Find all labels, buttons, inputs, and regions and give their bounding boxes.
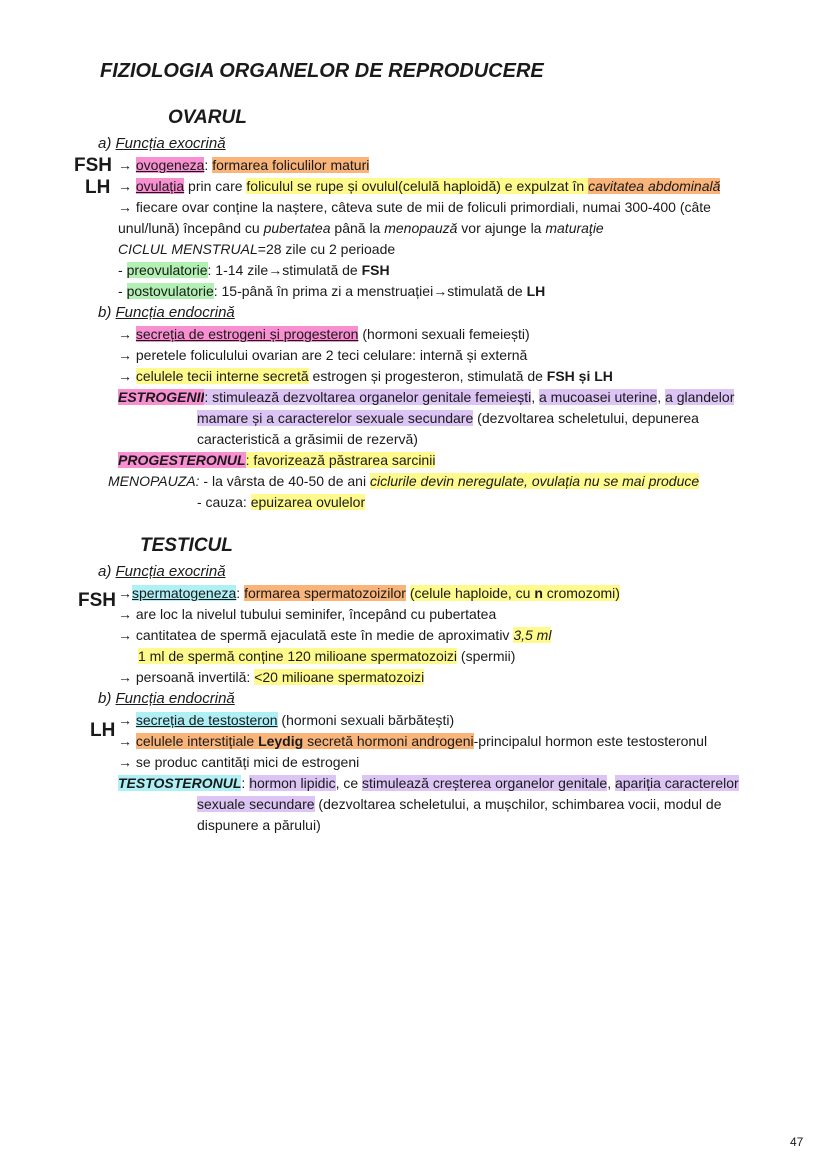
- testicul-line-leydig: → celulele interstițiale Leydig secretă hormoni androgeni-principalul hormon este testosteronul: [118, 733, 708, 749]
- arrow-icon: →: [118, 157, 132, 173]
- page-title: FIZIOLOGIA ORGANELOR DE REPRODUCERE: [100, 60, 544, 82]
- ovar-line-menopauza: MENOPAUZA: - la vârsta de 40-50 de ani ciclurile devin neregulate, ovulația nu se mai produce: [108, 473, 700, 489]
- ovar-line-postovulatorie: - postovulatorie: 15-până în prima zi a menstruației→stimulată de LH: [118, 283, 546, 299]
- arrow-icon: →: [118, 178, 132, 194]
- ovar-line-ovulatia: → ovulația prin care foliculul se rupe și ovulul(celulă haploidă) e expulzat în cavitatea abdominală: [118, 178, 721, 194]
- hormone-label-fsh-testicul: FSH: [78, 590, 116, 611]
- arrow-icon: →: [118, 712, 132, 728]
- testicul-line-cantitatea: → cantitatea de spermă ejaculată este în medie de aproximativ 3,5 ml: [118, 627, 552, 643]
- testicul-line-tub-seminifer: → are loc la nivelul tubului seminifer, începând cu pubertatea: [118, 606, 497, 622]
- ovar-line-progesteronul: PROGESTERONUL: favorizează păstrarea sarcinii: [118, 452, 436, 468]
- arrow-icon: →: [118, 347, 132, 363]
- testicul-line-sexuale: sexuale secundare (dezvoltarea scheletului, a mușchilor, schimbarea vocii, modul de: [197, 796, 722, 812]
- arrow-icon: →: [118, 585, 132, 601]
- section-heading-ovarul: OVARUL: [168, 107, 247, 128]
- subheading-testicul-exocrine: a) Funcția exocrină: [98, 563, 226, 580]
- arrow-icon: →: [118, 368, 132, 384]
- ovar-line-pubertate: unul/lună) începând cu pubertatea până la menopauză vor ajunge la maturaţie: [118, 220, 604, 236]
- arrow-icon: →: [433, 283, 448, 299]
- ovar-line-mamare: mamare și a caracterelor sexuale secundare (dezvoltarea scheletului, depunerea: [197, 410, 699, 426]
- ovar-line-ovogeneza: → ovogeneza: formarea foliculilor maturi: [118, 157, 370, 173]
- subheading-ovar-exocrine: a) Funcția exocrină: [98, 135, 226, 152]
- arrow-icon: →: [118, 754, 132, 770]
- arrow-icon: →: [118, 669, 132, 685]
- subheading-ovar-endocrine: b) Funcția endocrină: [98, 304, 235, 321]
- testicul-line-invertila: → persoană invertilă: <20 milioane spermatozoizi: [118, 669, 425, 685]
- ovar-line-cauza: - cauza: epuizarea ovulelor: [197, 494, 366, 510]
- ovar-line-peretele: → peretele foliculului ovarian are 2 teci celulare: internă și externă: [118, 347, 528, 363]
- testicul-line-estrogeni: → se produc cantități mici de estrogeni: [118, 754, 360, 770]
- testicul-line-parului: dispunere a părului): [197, 817, 321, 833]
- ovar-line-preovulatorie: - preovulatorie: 1-14 zile→stimulată de FSH: [118, 262, 390, 278]
- arrow-icon: →: [118, 606, 132, 622]
- arrow-icon: →: [118, 627, 132, 643]
- hormone-label-lh-testicul: LH: [90, 720, 116, 741]
- arrow-icon: →: [118, 326, 132, 342]
- ovar-line-foliculi: → fiecare ovar conține la naștere, câteva sute de mii de foliculi primordiali, numai 300-400 (câte: [118, 199, 711, 215]
- ovar-line-estrogenii: ESTROGENII: stimulează dezvoltarea organelor genitale femeiești, a mucoasei uterine, a glandelor: [118, 389, 735, 405]
- section-heading-testicul: TESTICUL: [140, 535, 233, 556]
- testicul-line-1ml: 1 ml de spermă conține 120 milioane spermatozoizi (spermii): [138, 648, 516, 664]
- subheading-testicul-endocrine: b) Funcția endocrină: [98, 690, 235, 707]
- testicul-line-testosteronul: TESTOSTERONUL: hormon lipidic, ce stimulează creșterea organelor genitale, apariția caracterelor: [118, 775, 739, 791]
- testicul-line-testosteron: → secreția de testosteron (hormoni sexuali bărbătești): [118, 712, 455, 728]
- ovar-line-secretia: → secreția de estrogeni și progesteron (hormoni sexuali femeiești): [118, 326, 530, 342]
- arrow-icon: →: [118, 199, 132, 215]
- arrow-icon: →: [118, 733, 132, 749]
- arrow-icon: →: [268, 262, 283, 278]
- ovar-line-grasime: caracteristică a grăsimii de rezervă): [197, 431, 418, 447]
- testicul-line-spermatogeneza: →spermatogeneza: formarea spermatozoizilor (celule haploide, cu n cromozomi): [118, 585, 620, 601]
- page-number: 47: [790, 1135, 804, 1149]
- hormone-label-lh: LH: [85, 177, 111, 198]
- ovar-line-ciclu: CICLUL MENSTRUAL=28 zile cu 2 perioade: [118, 241, 396, 257]
- ovar-line-celulele-tecii: → celulele tecii interne secretă estrogen și progesteron, stimulată de FSH și LH: [118, 368, 613, 384]
- hormone-label-fsh: FSH: [74, 155, 112, 176]
